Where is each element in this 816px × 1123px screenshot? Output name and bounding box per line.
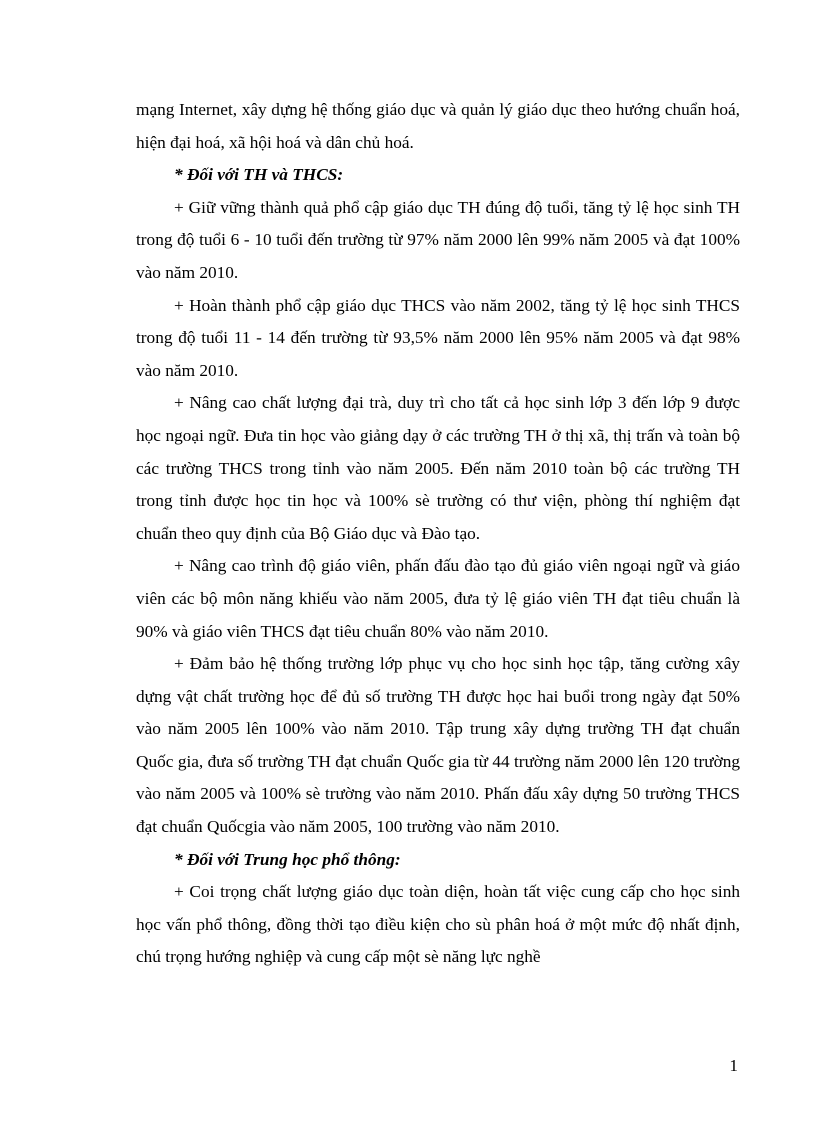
paragraph: + Đảm bảo hệ thống trường lớp phục vụ cho học sinh học tập, tăng cường xây dựng vật chất trường học để đủ số trường TH được học hai buổi trong ngày đạt 50% vào năm 2005 lên 100% vào năm 2010. Tập trung xây dựng trường TH đạt chuẩn Quốc gia, đưa số trường TH đạt chuẩn Quốc gia từ 44 trường năm 2000 lên 120 trường vào năm 2005 và 100% sè trường vào năm 2010. Phấn đấu xây dựng 50 trường THCS đạt chuẩn Quốcgia vào năm 2005, 100 trường vào năm 2010. xyxy=(136,654,740,837)
page-number: 1 xyxy=(729,1056,738,1075)
section-heading: * Đối với Trung học phổ thông: xyxy=(174,849,401,869)
paragraph: + Hoàn thành phổ cập giáo dục THCS vào năm 2002, tăng tỷ lệ học sinh THCS trong độ tuổi 11 - 14 đến trường từ 93,5% năm 2000 lên 95% năm 2005 và đạt 98% vào năm 2010. xyxy=(136,295,740,380)
paragraph: + Coi trọng chất lượng giáo dục toàn diện, hoàn tất việc cung cấp cho học sinh học vấn phổ thông, đồng thời tạo điều kiện cho sù phân hoá ở một mức độ nhất định, chú trọng hướng nghiệp và cung cấp một sè năng lực nghề xyxy=(136,882,740,967)
document-body xyxy=(136,94,740,974)
section-heading: * Đối với TH và THCS: xyxy=(174,165,344,185)
paragraph: + Giữ vững thành quả phổ cập giáo dục TH đúng độ tuổi, tăng tỷ lệ học sinh TH trong độ tuổi 6 - 10 tuổi đến trường từ 97% năm 2000 lên 99% năm 2005 và đạt 100% vào năm 2010. xyxy=(136,197,740,282)
paragraph: + Nâng cao chất lượng đại trà, duy trì cho tất cả học sinh lớp 3 đến lớp 9 được học ngoại ngữ. Đưa tin học vào giảng dạy ở các trường TH ở thị xã, thị trấn và toàn bộ các trường THCS trong tỉnh vào năm 2005. Đến năm 2010 toàn bộ các trường TH trong tỉnh được học tin học và 100% sè trường có thư viện, phòng thí nghiệm đạt chuẩn theo quy định của Bộ Giáo dục và Đào tạo. xyxy=(136,393,740,543)
paragraph: mạng Internet, xây dựng hệ thống giáo dục và quản lý giáo dục theo hướng chuẩn hoá, hiện đại hoá, xã hội hoá và dân chủ hoá. xyxy=(136,100,740,152)
paragraph: + Nâng cao trình độ giáo viên, phấn đấu đào tạo đủ giáo viên ngoại ngữ và giáo viên các bộ môn năng khiếu vào năm 2005, đưa tỷ lệ giáo viên TH đạt tiêu chuẩn là 90% và giáo viên THCS đạt tiêu chuẩn 80% vào năm 2010. xyxy=(136,556,740,641)
